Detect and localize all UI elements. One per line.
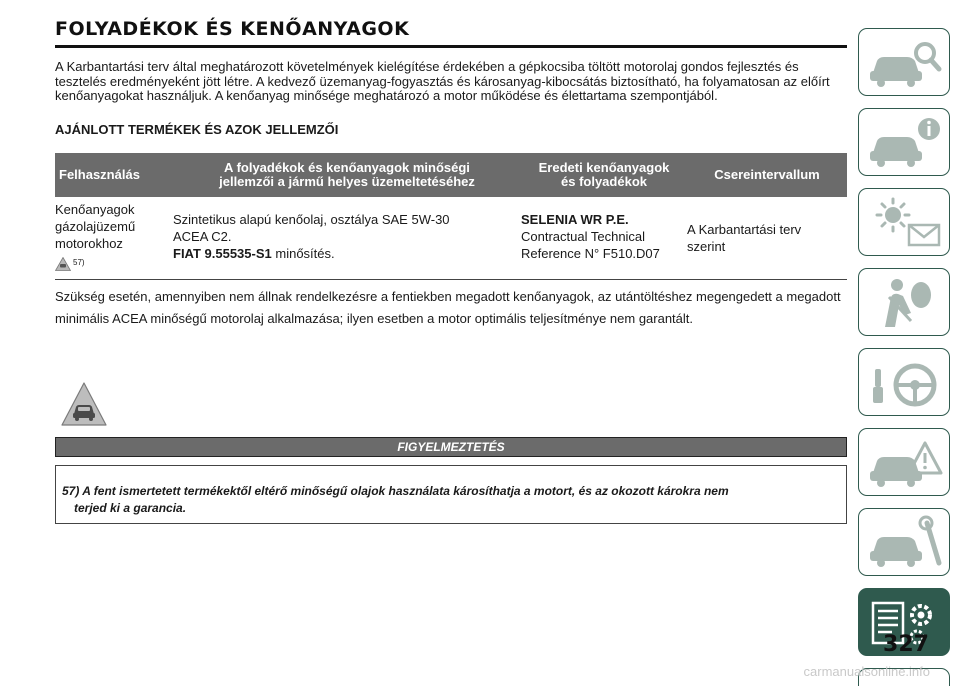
car-tools-icon bbox=[859, 509, 951, 577]
interval-block bbox=[687, 201, 847, 255]
usage-line3: motorokhoz bbox=[55, 235, 123, 251]
warning-reference[interactable] bbox=[55, 254, 173, 271]
cell-usage bbox=[55, 197, 173, 280]
airbag-person-icon bbox=[859, 269, 951, 337]
usage-line1: Kenőanyagok bbox=[55, 201, 135, 217]
warning-text-line2: terjed ki a garancia. bbox=[74, 501, 187, 515]
car-search-icon bbox=[859, 29, 951, 97]
warning-box bbox=[55, 465, 847, 524]
warning-number: 57) bbox=[62, 484, 80, 498]
header-interval: Csereintervallum bbox=[687, 153, 847, 197]
car-warning-icon bbox=[60, 381, 108, 427]
spec-line1: Szintetikus alapú kenőolaj, osztálya SAE 5W-30 bbox=[173, 211, 450, 227]
header-specs-line1: A folyadékok és kenőanyagok minőségi bbox=[224, 159, 470, 175]
cell-specs bbox=[173, 197, 521, 280]
usage-line2: gázolajüzemű bbox=[55, 218, 136, 234]
watermark: carmanualsonline.info bbox=[803, 664, 930, 679]
section-heading: AJÁNLOTT TERMÉKEK ÉS AZOK JELLEMZŐI bbox=[55, 121, 339, 137]
chapter-sidebar bbox=[858, 28, 950, 686]
main-content bbox=[55, 18, 847, 330]
spec-suffix: minősítés. bbox=[271, 245, 335, 261]
sidebar-tab-airbag[interactable] bbox=[858, 268, 950, 336]
sidebar-tab-maintenance[interactable] bbox=[858, 508, 950, 576]
interval-line1: A Karbantartási terv bbox=[687, 221, 802, 237]
product-block bbox=[521, 201, 687, 262]
warning-lights-icon bbox=[859, 189, 951, 257]
sidebar-tab-emergency[interactable] bbox=[858, 428, 950, 496]
specs-block bbox=[173, 201, 521, 262]
product-name: SELENIA WR P.E. bbox=[521, 211, 629, 227]
header-specs bbox=[173, 153, 521, 197]
header-products-line2: és folyadékok bbox=[561, 173, 647, 189]
header-original-products bbox=[521, 153, 687, 197]
table-row bbox=[55, 197, 847, 280]
steering-wheel-icon bbox=[859, 349, 951, 417]
product-line3: Reference N° F510.D07 bbox=[521, 245, 660, 261]
spec-standard: FIAT 9.55535-S1 bbox=[173, 245, 272, 261]
header-usage: Felhasználás bbox=[55, 153, 173, 197]
sidebar-tab-car-info[interactable] bbox=[858, 108, 950, 176]
header-specs-line2: jellemzői a jármű helyes üzemeltetéséhez bbox=[219, 173, 475, 189]
sidebar-tab-car-search[interactable] bbox=[858, 28, 950, 96]
spec-line2: ACEA C2. bbox=[173, 228, 232, 244]
warning-triangle-icon bbox=[55, 257, 71, 271]
intro-paragraph: A Karbantartási terv által meghatározott követelmények kielégítése érdekében a gépkocsiba töltött motorolaj gondos fejlesztés és tesztelés eredményeként jött létre. A kedvező üzemanyag-fogyasztás és károsanyag-kibocsátás biztosítható, ha folyamatosan az előírt kenőanyagokat használjuk. A kenőanyag minősége meghatározó a motor működése és élettartama szempontjából. bbox=[55, 59, 830, 103]
product-line2: Contractual Technical bbox=[521, 228, 646, 244]
lubricants-table bbox=[55, 153, 847, 280]
car-emergency-icon bbox=[859, 429, 951, 497]
sidebar-tab-warning-lights[interactable] bbox=[858, 188, 950, 256]
car-info-icon bbox=[859, 109, 951, 177]
interval-line2: szerint bbox=[687, 238, 726, 254]
reference-number: 57) bbox=[73, 257, 85, 267]
table-header-row bbox=[55, 153, 847, 197]
sidebar-tab-steering[interactable] bbox=[858, 348, 950, 416]
page-title: FOLYADÉKOK ÉS KENŐANYAGOK bbox=[55, 18, 847, 48]
cell-interval bbox=[687, 197, 847, 280]
warning-text-first: A fent ismertetett termékektől eltérő minőségű olajok használata károsíthatja a motort, és az okozott károkra nem bbox=[82, 484, 729, 498]
note-paragraph: Szükség esetén, amennyiben nem állnak rendelkezésre a fentiekben megadott kenőanyagok, az utántöltéshez megengedett a megadott minimális ACEA minőségű motorolaj alkalmazása; ilyen esetben a motor optimális teljesítménye nem garantált. bbox=[55, 288, 841, 326]
warning-label: FIGYELMEZTETÉS bbox=[55, 437, 847, 457]
header-products-line1: Eredeti kenőanyagok bbox=[538, 159, 670, 175]
warning-text-line1 bbox=[62, 483, 840, 500]
cell-product bbox=[521, 197, 687, 280]
page-number: 327 bbox=[883, 632, 929, 657]
